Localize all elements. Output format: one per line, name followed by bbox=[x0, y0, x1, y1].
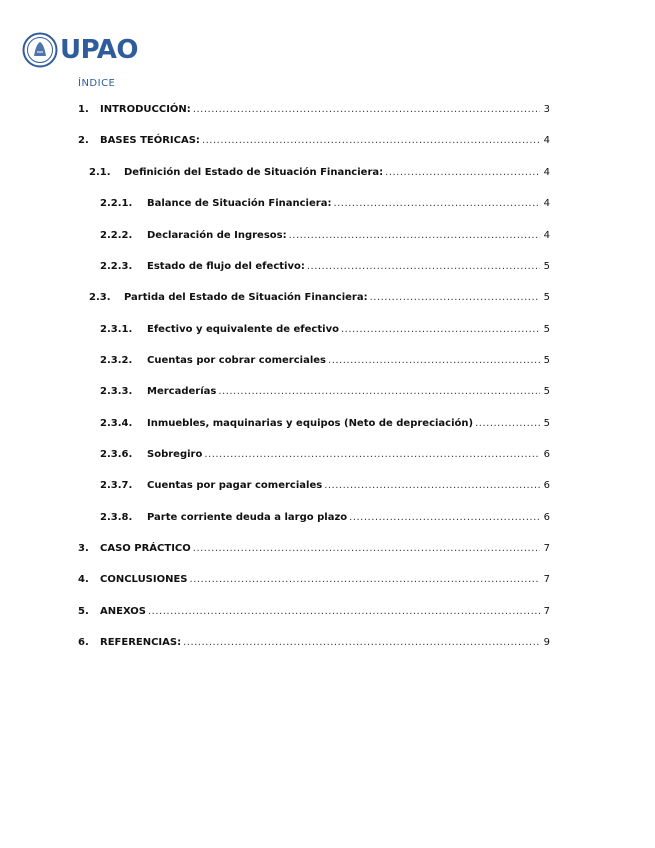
toc-entry[interactable] bbox=[100, 198, 550, 212]
toc-entry-number: 2.3.7. bbox=[100, 480, 133, 491]
toc-entry-number: 2.2.1. bbox=[100, 198, 133, 209]
toc-entry-page: 9 bbox=[543, 637, 550, 648]
toc-entry-page: 4 bbox=[543, 198, 550, 209]
upao-logo bbox=[22, 27, 138, 73]
toc-leader-dots bbox=[183, 637, 540, 648]
toc-entry-number: 1. bbox=[78, 104, 89, 115]
toc-entry-page: 5 bbox=[543, 386, 550, 397]
toc-entry-number: 2.3.2. bbox=[100, 355, 133, 366]
toc-entry-title: Partida del Estado de Situación Financiera: bbox=[124, 292, 368, 303]
toc-entry-page: 4 bbox=[543, 230, 550, 241]
toc-leader-dots bbox=[370, 292, 540, 303]
toc-leader-dots bbox=[190, 574, 540, 585]
toc-entry-number: 2.3.3. bbox=[100, 386, 133, 397]
toc-entry-title: CASO PRÁCTICO bbox=[100, 543, 191, 554]
toc-entry-number: 2.3. bbox=[89, 292, 111, 303]
toc-entry-title: Balance de Situación Financiera: bbox=[147, 198, 332, 209]
toc-entry-title: Sobregiro bbox=[147, 449, 203, 460]
university-seal-icon bbox=[22, 32, 58, 68]
toc-entry-title: ANEXOS bbox=[100, 606, 146, 617]
toc-leader-dots bbox=[202, 135, 540, 146]
toc-entry-page: 5 bbox=[543, 261, 550, 272]
toc-entry-title: Definición del Estado de Situación Financiera: bbox=[124, 167, 384, 178]
toc-entry-title: Efectivo y equivalente de efectivo bbox=[147, 324, 339, 335]
toc-entry-number: 2.2.2. bbox=[100, 230, 133, 241]
toc-leader-dots bbox=[193, 104, 540, 115]
toc-leader-dots bbox=[289, 230, 540, 241]
toc-entry-page: 7 bbox=[543, 606, 550, 617]
toc-entry[interactable] bbox=[78, 104, 550, 118]
toc-entry-number: 2. bbox=[78, 135, 89, 146]
toc-entry[interactable] bbox=[78, 543, 550, 557]
toc-leader-dots bbox=[218, 386, 540, 397]
toc-entry-number: 6. bbox=[78, 637, 89, 648]
toc-entry[interactable] bbox=[100, 261, 550, 275]
toc-entry-number: 3. bbox=[78, 543, 89, 554]
toc-entry-page: 3 bbox=[543, 104, 550, 115]
toc-entry-number: 2.3.6. bbox=[100, 449, 133, 460]
toc-entry-page: 5 bbox=[543, 418, 550, 429]
toc-leader-dots bbox=[385, 167, 540, 178]
toc-entry-page: 5 bbox=[543, 324, 550, 335]
toc-leader-dots bbox=[324, 480, 540, 491]
toc-entry[interactable] bbox=[78, 135, 550, 149]
toc-entry-page: 5 bbox=[543, 292, 550, 303]
toc-entry-page: 6 bbox=[543, 512, 550, 523]
toc-entry-page: 5 bbox=[543, 355, 550, 366]
toc-leader-dots bbox=[193, 543, 540, 554]
toc-entry[interactable] bbox=[78, 606, 550, 620]
toc-leader-dots bbox=[333, 198, 540, 209]
toc-entry-number: 4. bbox=[78, 574, 89, 585]
toc-entry-title: Mercaderías bbox=[147, 386, 217, 397]
toc-entry-number: 2.2.3. bbox=[100, 261, 133, 272]
toc-entry-number: 2.3.1. bbox=[100, 324, 133, 335]
toc-entry[interactable] bbox=[89, 292, 550, 306]
toc-entry-number: 2.3.8. bbox=[100, 512, 133, 523]
toc-entry[interactable] bbox=[89, 167, 550, 181]
toc-leader-dots bbox=[349, 512, 540, 523]
toc-entry[interactable] bbox=[100, 386, 550, 400]
toc-entry-title: Cuentas por cobrar comerciales bbox=[147, 355, 327, 366]
toc-entry[interactable] bbox=[78, 637, 550, 651]
toc-entry-title: BASES TEÓRICAS: bbox=[100, 135, 200, 146]
toc-entry-title: Declaración de Ingresos: bbox=[147, 230, 287, 241]
toc-leader-dots bbox=[307, 261, 540, 272]
toc-entry-title: Parte corriente deuda a largo plazo bbox=[147, 512, 348, 523]
toc-entry[interactable] bbox=[78, 574, 550, 588]
toc-entry-page: 7 bbox=[543, 574, 550, 585]
toc-entry-page: 4 bbox=[543, 135, 550, 146]
toc-entry-number: 5. bbox=[78, 606, 89, 617]
toc-leader-dots bbox=[475, 418, 540, 429]
toc-entry-title: Cuentas por pagar comerciales bbox=[147, 480, 323, 491]
toc-entry-number: 2.1. bbox=[89, 167, 111, 178]
toc-leader-dots bbox=[148, 606, 540, 617]
toc-leader-dots bbox=[204, 449, 540, 460]
toc-entry[interactable] bbox=[100, 512, 550, 526]
toc-entry-title: Inmuebles, maquinarias y equipos (Neto de depreciación) bbox=[147, 418, 474, 429]
toc-entry[interactable] bbox=[100, 480, 550, 494]
toc-entry-title: Estado de flujo del efectivo: bbox=[147, 261, 305, 272]
toc-heading: ÍNDICE bbox=[78, 78, 116, 89]
toc-entry[interactable] bbox=[100, 418, 550, 432]
toc-entry-title: INTRODUCCIÓN: bbox=[100, 104, 191, 115]
toc-entry-page: 7 bbox=[543, 543, 550, 554]
toc-entry[interactable] bbox=[100, 324, 550, 338]
toc-leader-dots bbox=[341, 324, 540, 335]
toc-entry-page: 6 bbox=[543, 480, 550, 491]
toc-entry[interactable] bbox=[100, 449, 550, 463]
toc-entry-number: 2.3.4. bbox=[100, 418, 133, 429]
logo-text: UPAO bbox=[60, 35, 139, 65]
toc-entry[interactable] bbox=[100, 355, 550, 369]
toc-leader-dots bbox=[328, 355, 540, 366]
toc-entry-title: REFERENCIAS: bbox=[100, 637, 182, 648]
toc-entry-page: 6 bbox=[543, 449, 550, 460]
toc-entry-title: CONCLUSIONES bbox=[100, 574, 188, 585]
toc-entry[interactable] bbox=[100, 230, 550, 244]
toc-entry-page: 4 bbox=[543, 167, 550, 178]
